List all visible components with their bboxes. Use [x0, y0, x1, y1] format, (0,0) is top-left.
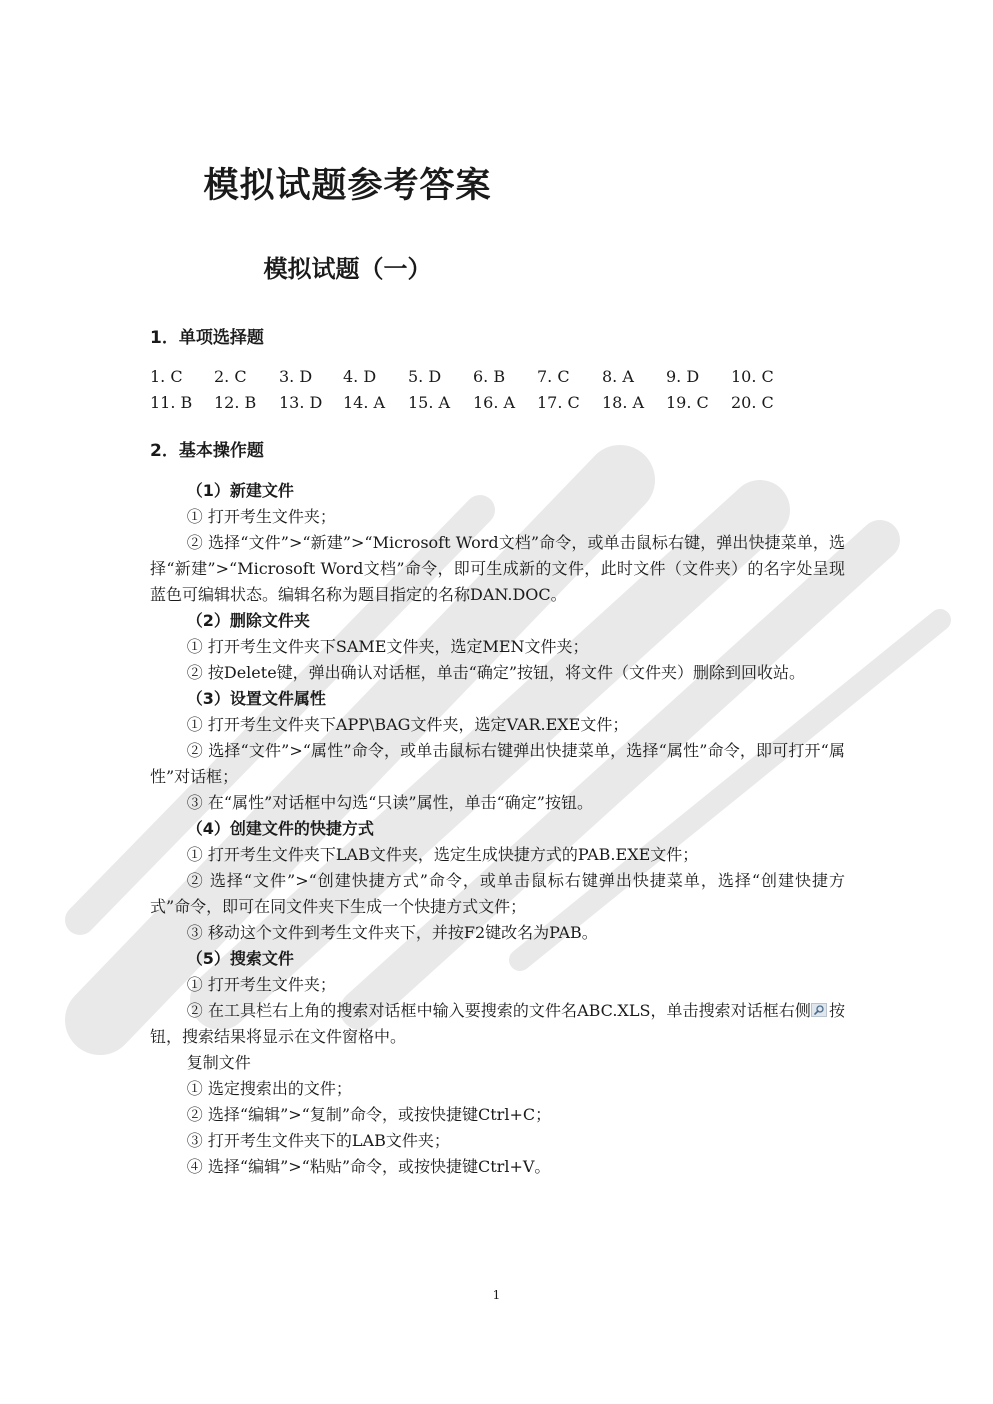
answer-item: 19. C	[666, 393, 709, 412]
answer-item: 14. A	[343, 393, 386, 412]
answer-item: 3. D	[279, 367, 313, 386]
step-text: ② 选择“文件”>“创建快捷方式”命令，或单击鼠标右键弹出快捷菜单，选择“创建快捷方式”命令，即可在同文件夹下生成一个快捷方式文件；	[150, 871, 845, 916]
answer-item: 18. A	[602, 393, 645, 412]
operation-steps	[150, 478, 845, 1180]
answer-item: 7. C	[537, 367, 570, 386]
step-text: ② 选择“编辑”>“复制”命令，或按快捷键Ctrl+C；	[186, 1105, 552, 1124]
answer-item: 10. C	[731, 367, 774, 386]
exam-subtitle: 模拟试题（一）	[263, 255, 432, 283]
step-text: ③ 在“属性”对话框中勾选“只读”属性，单击“确定”按钮。	[186, 793, 593, 812]
step-text: ③ 打开考生文件夹下的LAB文件夹；	[186, 1131, 450, 1150]
step-heading: （4）创建文件的快捷方式	[186, 819, 374, 838]
step-text-part: ② 在工具栏右上角的搜索对话框中输入要搜索的文件名ABC.XLS，单击搜索对话框右侧	[186, 1001, 811, 1020]
answer-item: 4. D	[343, 367, 377, 386]
answer-item: 13. D	[279, 393, 323, 412]
step-text: ① 打开考生文件夹；	[186, 975, 336, 994]
answer-item: 17. C	[537, 393, 580, 412]
answer-item: 6. B	[473, 367, 506, 386]
answer-item: 20. C	[731, 393, 774, 412]
answer-item: 1. C	[150, 367, 183, 386]
step-text: ① 打开考生文件夹下SAME文件夹，选定MEN文件夹；	[186, 637, 589, 656]
answer-item: 9. D	[666, 367, 700, 386]
step-text: ① 选定搜索出的文件；	[186, 1079, 352, 1098]
page-number: 1	[492, 1288, 501, 1302]
step-text: ② 按Delete键，弹出确认对话框，单击“确定”按钮，将文件（文件夹）删除到回收站。	[186, 663, 806, 682]
step-text: ② 选择“文件”>“新建”>“Microsoft Word文档”命令，或单击鼠标右键，弹出快捷菜单，选择“新建”>“Microsoft Word文档”命令，即可生成新的文件，此时文件（文件夹）的名字处呈现蓝色可编辑状态。编辑名称为题目指定的名称DAN.DOC。	[150, 533, 845, 604]
step-text: ③ 移动这个文件到考生文件夹下，并按F2键改名为PAB。	[186, 923, 598, 942]
step-heading-plain: 复制文件	[186, 1053, 251, 1072]
section-heading-basic-operation: 2．基本操作题	[150, 441, 264, 461]
step-text: ① 打开考生文件夹下LAB文件夹，选定生成快捷方式的PAB.EXE文件；	[186, 845, 699, 864]
magnifier-icon	[811, 1003, 827, 1017]
answer-item: 2. C	[214, 367, 247, 386]
step-heading: （5）搜索文件	[186, 949, 294, 968]
step-heading: （1）新建文件	[186, 481, 294, 500]
step-heading: （2）删除文件夹	[186, 611, 310, 630]
step-text: ① 打开考生文件夹下APP\BAG文件夹，选定VAR.EXE文件；	[186, 715, 629, 734]
answer-item: 16. A	[473, 393, 516, 412]
answer-item: 5. D	[408, 367, 442, 386]
answer-item: 12. B	[214, 393, 257, 412]
answer-row-2	[150, 393, 850, 415]
step-text: ② 选择“文件”>“属性”命令，或单击鼠标右键弹出快捷菜单，选择“属性”命令，即可打开“属性”对话框；	[150, 741, 845, 786]
answer-item: 11. B	[150, 393, 193, 412]
step-heading: （3）设置文件属性	[186, 689, 326, 708]
step-text-part: 按钮，搜索结果将显示在文件窗格中。	[150, 1001, 845, 1046]
step-text: ④ 选择“编辑”>“粘贴”命令，或按快捷键Ctrl+V。	[186, 1157, 551, 1176]
answer-item: 8. A	[602, 367, 634, 386]
section-heading-single-choice: 1．单项选择题	[150, 328, 264, 348]
answer-item: 15. A	[408, 393, 451, 412]
page-title: 模拟试题参考答案	[203, 166, 492, 206]
step-text-search	[150, 998, 845, 1050]
step-text: ① 打开考生文件夹；	[186, 507, 336, 526]
answer-row-1	[150, 367, 850, 389]
